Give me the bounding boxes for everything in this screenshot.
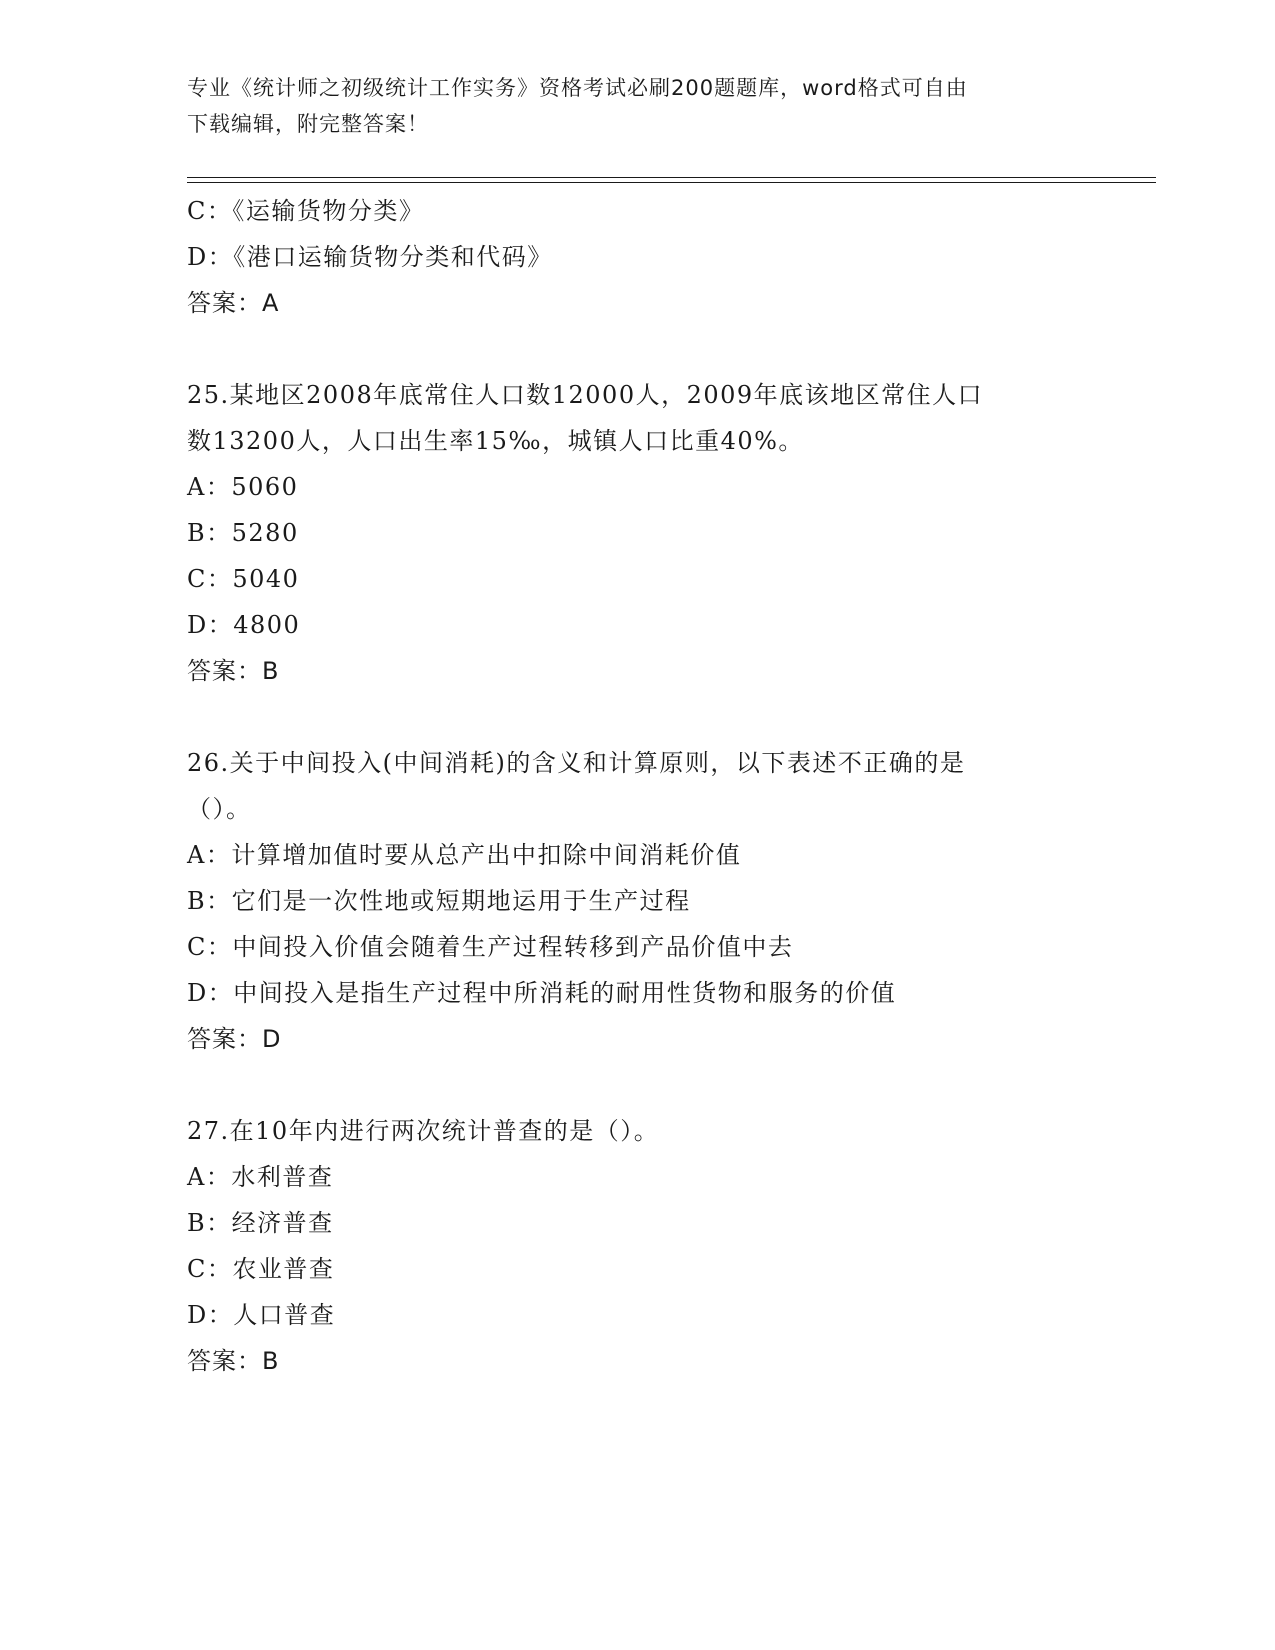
option-text: 5280 (231, 519, 299, 547)
header-rule-bottom (187, 182, 1156, 183)
answer: 答案：B (187, 657, 280, 685)
option-b (187, 1200, 1087, 1246)
question-list (187, 188, 1087, 1384)
option-d (187, 234, 1087, 280)
option-a (187, 1154, 1087, 1200)
option-label: A： (187, 1163, 232, 1191)
option-text: 中间投入价值会随着生产过程转移到产品价值中去 (232, 933, 794, 961)
question-stem: （）。 (187, 795, 252, 823)
question-stem: 27.在10年内进行两次统计普查的是（）。 (187, 1117, 660, 1145)
option-d (187, 1292, 1087, 1338)
question-25 (187, 372, 1087, 694)
option-text: 水利普查 (231, 1163, 334, 1191)
option-label: D： (187, 1301, 234, 1329)
option-text: 农业普查 (232, 1255, 335, 1283)
option-b (187, 510, 1087, 556)
partial-question (187, 188, 1087, 326)
option-label: D： (187, 611, 234, 639)
option-d (187, 970, 1087, 1016)
option-label: B： (187, 1209, 232, 1237)
option-text: 人口普查 (233, 1301, 336, 1329)
header-line-1: 专业《统计师之初级统计工作实务》资格考试必刷200题题库，word格式可自由 (187, 76, 968, 100)
option-label: B： (187, 887, 232, 915)
question-stem: 数13200人，人口出生率15‰，城镇人口比重40%。 (187, 427, 804, 455)
option-c (187, 556, 1087, 602)
question-27 (187, 1108, 1087, 1384)
option-c (187, 924, 1087, 970)
option-label: C： (187, 933, 233, 961)
option-label: C： (187, 1255, 233, 1283)
spacer (187, 1062, 1087, 1108)
option-a (187, 832, 1087, 878)
option-label: C： (187, 197, 233, 225)
option-text: 5060 (231, 473, 299, 501)
option-label: A： (187, 841, 232, 869)
option-text: 经济普查 (231, 1209, 334, 1237)
question-stem: 26.关于中间投入(中间消耗)的含义和计算原则，以下表述不正确的是 (187, 749, 966, 777)
option-d (187, 602, 1087, 648)
option-text: 《港口运输货物分类和代码》 (233, 243, 553, 271)
option-label: A： (187, 473, 232, 501)
option-label: D： (187, 243, 234, 271)
option-text: 5040 (232, 565, 300, 593)
answer: 答案：B (187, 1347, 280, 1375)
answer: 答案：A (187, 289, 280, 317)
header-rule-top (187, 177, 1156, 178)
option-text: 《运输货物分类》 (232, 197, 425, 225)
document-header (187, 70, 1067, 142)
option-text: 4800 (233, 611, 301, 639)
option-c (187, 1246, 1087, 1292)
option-b (187, 878, 1087, 924)
question-stem: 25.某地区2008年底常住人口数12000人，2009年底该地区常住人口 (187, 381, 984, 409)
question-26 (187, 740, 1087, 1062)
option-label: C： (187, 565, 233, 593)
answer: 答案：D (187, 1025, 282, 1053)
option-text: 中间投入是指生产过程中所消耗的耐用性货物和服务的价值 (233, 979, 897, 1007)
option-c (187, 188, 1087, 234)
option-text: 计算增加值时要从总产出中扣除中间消耗价值 (231, 841, 742, 869)
option-text: 它们是一次性地或短期地运用于生产过程 (231, 887, 691, 915)
option-a (187, 464, 1087, 510)
option-label: B： (187, 519, 232, 547)
header-line-2: 下载编辑，附完整答案！ (187, 112, 429, 136)
option-label: D： (187, 979, 234, 1007)
spacer (187, 326, 1087, 372)
spacer (187, 694, 1087, 740)
